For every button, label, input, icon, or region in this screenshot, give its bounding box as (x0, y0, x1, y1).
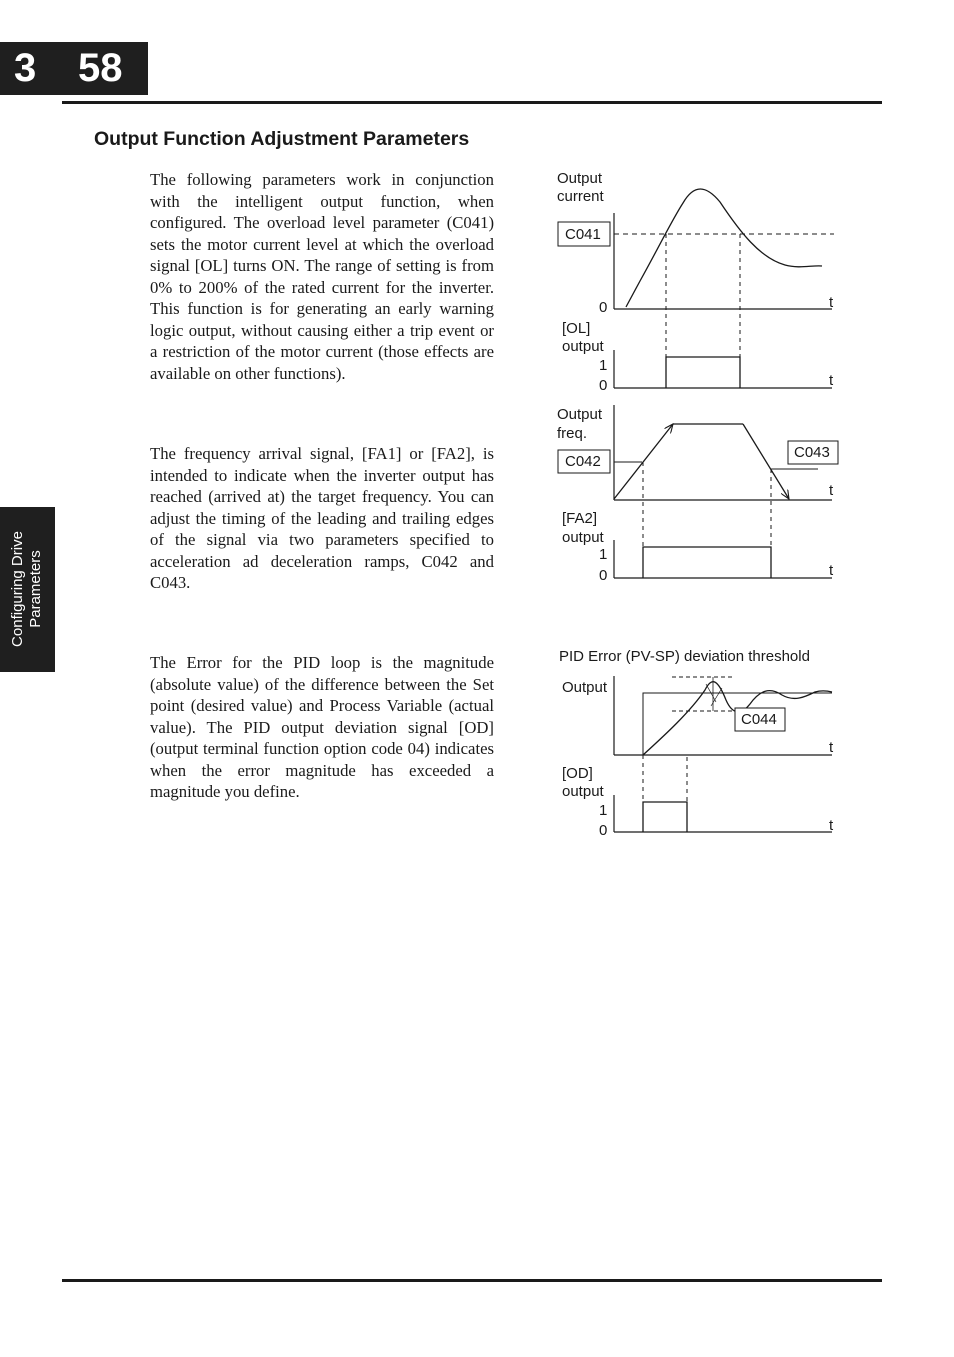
paragraph-overload: The following parameters work in conjunction with the intelligent output function, when configured. The overload level parameter (C041) sets the motor current level at which the overload signal [OL] turns ON. The range of setting is from 0% to 200% of the rated current for the inverter. This function is for generating an early warning logic output, without causing either a trip event or a restriction of the motor current (those effects are available on other functions). (150, 170, 494, 383)
c044-label: C044 (741, 711, 777, 728)
fa2-one-label: 1 (599, 546, 608, 563)
footer-rule (62, 1279, 882, 1282)
od-label-line2: output (562, 783, 604, 800)
freq-y-label-line2: freq. (557, 425, 588, 442)
ol-one-label: 1 (599, 357, 608, 374)
fa2-label-line2: output (562, 529, 604, 546)
od-pulse (643, 802, 687, 832)
freq-y-label-line1: Output (557, 406, 603, 423)
fa2-t-label: t (829, 562, 834, 579)
ol-pulse (666, 357, 740, 388)
chapter-number: 3 (14, 46, 37, 90)
ol-label-line1: [OL] (562, 320, 591, 337)
frequency-diagram (557, 405, 838, 584)
side-tab-line2: Parameters (27, 550, 44, 628)
pid-title: PID Error (PV-SP) deviation threshold (559, 648, 810, 665)
c043-label: C043 (794, 444, 830, 461)
overload-y-label-line1: Output (557, 170, 603, 187)
od-label-line1: [OD] (562, 765, 593, 782)
c042-label: C042 (565, 453, 601, 470)
pid-setpoint-line (614, 693, 832, 755)
page-number: 58 (78, 46, 123, 90)
overload-y-label-line2: current (557, 188, 604, 205)
side-tab-line1: Configuring Drive (9, 531, 26, 647)
pid-diagram (559, 648, 834, 839)
fa2-label-line1: [FA2] (562, 510, 598, 527)
od-zero-label: 0 (599, 822, 608, 839)
fa2-zero-label: 0 (599, 567, 608, 584)
overload-t-label: t (829, 294, 834, 311)
paragraph-pid-deviation: The Error for the PID loop is the magnitude (absolute value) of the difference between the Set point (desired value) and Process Variable (actual value). The PID output deviation signal [OD] (output terminal function option code 04) indicates when the error magnitude has exceeded a magnitude you define. (150, 653, 494, 801)
overload-diagram (557, 170, 834, 394)
overload-current-curve (626, 189, 822, 307)
overload-zero-label: 0 (599, 299, 608, 316)
pid-y-label: Output (562, 679, 608, 696)
od-one-label: 1 (599, 802, 608, 819)
section-heading: Output Function Adjustment Parameters (94, 128, 470, 150)
decel-ramp-arrow (743, 424, 789, 499)
pid-t-label: t (829, 739, 834, 756)
ol-zero-label: 0 (599, 377, 608, 394)
paragraph-frequency-arrival: The frequency arrival signal, [FA1] or [FA2], is intended to indicate when the inverter output has reached (arrived at) the target frequency. You can adjust the timing of the leading and trailing edges of the signal via two parameters specified to acceleration ad deceleration ramps, C042 and C043. (150, 444, 494, 592)
fa2-pulse (643, 547, 771, 578)
c041-label: C041 (565, 226, 601, 243)
freq-t-label: t (829, 482, 834, 499)
ol-label-line2: output (562, 338, 604, 355)
ol-t-label: t (829, 372, 834, 389)
od-t-label: t (829, 817, 834, 834)
